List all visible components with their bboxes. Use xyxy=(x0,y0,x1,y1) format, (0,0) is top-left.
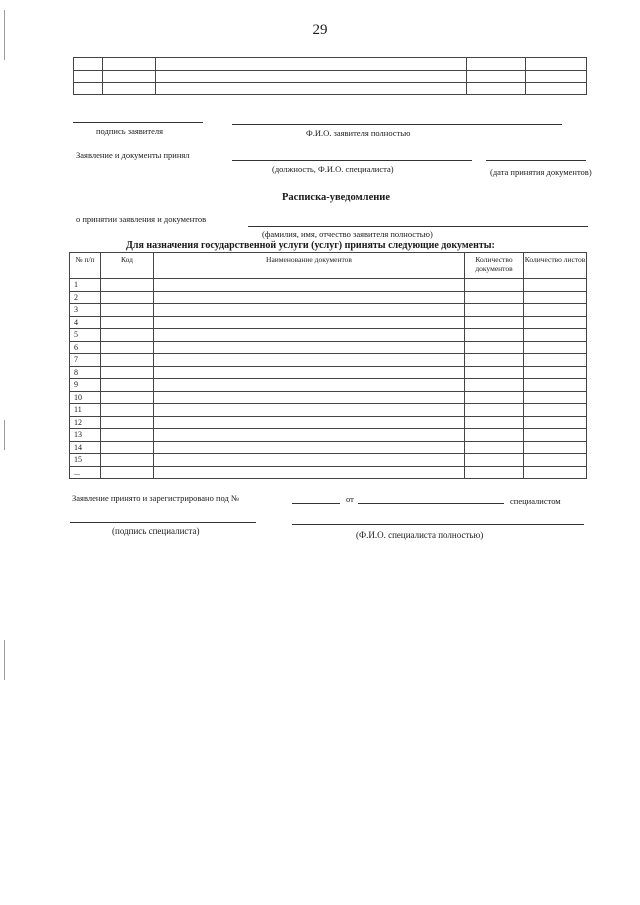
table-row xyxy=(70,316,587,329)
receipt-title: Расписка-уведомление xyxy=(282,192,390,203)
table-row xyxy=(70,291,587,304)
table-row xyxy=(70,341,587,354)
table-row xyxy=(70,466,587,479)
scan-mark xyxy=(4,420,5,450)
table-row xyxy=(70,354,587,367)
specialist-name-line xyxy=(292,524,584,525)
column-header-doc-count: Количество документов xyxy=(465,253,524,279)
table-row xyxy=(70,416,587,429)
column-header-number: № п/п xyxy=(70,253,101,279)
applicant-name-label: Ф.И.О. заявителя полностью xyxy=(306,128,411,138)
row-number: 15 xyxy=(70,454,101,467)
signature-line xyxy=(73,122,203,123)
name-line xyxy=(232,124,562,125)
continued-table xyxy=(73,57,587,95)
specialist-name-label: (Ф.И.О. специалиста полностью) xyxy=(356,530,484,540)
row-number: ... xyxy=(70,466,101,479)
applicant-signature-label: подпись заявителя xyxy=(96,126,163,136)
row-number: 7 xyxy=(70,354,101,367)
table-row xyxy=(70,379,587,392)
row-number: 1 xyxy=(70,279,101,292)
date-label: (дата принятия документов) xyxy=(490,167,592,177)
column-header-code: Код xyxy=(101,253,154,279)
date-line xyxy=(486,160,586,161)
row-number: 8 xyxy=(70,366,101,379)
registration-number-line xyxy=(292,503,340,504)
specialist-signature-label: (подпись специалиста) xyxy=(112,526,200,536)
registered-label: Заявление принято и зарегистрировано под № xyxy=(72,493,240,503)
table-row xyxy=(70,454,587,467)
documents-table xyxy=(69,252,587,479)
table-row xyxy=(70,429,587,442)
table-row xyxy=(70,441,587,454)
row-number: 10 xyxy=(70,391,101,404)
accepted-by-line xyxy=(232,160,472,161)
row-number: 5 xyxy=(70,329,101,342)
scan-mark xyxy=(4,640,5,680)
table-row xyxy=(70,304,587,317)
column-header-name: Наименование документов xyxy=(154,253,465,279)
applicant-fio-line xyxy=(248,226,588,227)
table-row xyxy=(70,329,587,342)
receipt-subtitle: Для назначения государственной услуги (услуг) приняты следующие документы: xyxy=(126,240,495,251)
position-label: (должность, Ф.И.О. специалиста) xyxy=(272,164,394,174)
row-number: 11 xyxy=(70,404,101,417)
row-number: 13 xyxy=(70,429,101,442)
specialist-label: специалистом xyxy=(510,496,561,506)
receipt-about-label: о принятии заявления и документов xyxy=(76,214,207,224)
row-number: 14 xyxy=(70,441,101,454)
table-row xyxy=(70,404,587,417)
table-row xyxy=(70,366,587,379)
row-number: 3 xyxy=(70,304,101,317)
accepted-by-label: Заявление и документы принял xyxy=(76,150,190,160)
registration-date-line xyxy=(358,503,504,504)
row-number: 4 xyxy=(70,316,101,329)
from-label: от xyxy=(346,494,354,504)
row-number: 9 xyxy=(70,379,101,392)
row-number: 12 xyxy=(70,416,101,429)
fio-caption: (фамилия, имя, отчество заявителя полностью) xyxy=(262,229,433,239)
table-row xyxy=(70,391,587,404)
row-number: 2 xyxy=(70,291,101,304)
row-number: 6 xyxy=(70,341,101,354)
column-header-sheet-count: Количество листов xyxy=(524,253,587,279)
specialist-signature-line xyxy=(70,522,256,523)
table-row xyxy=(70,279,587,292)
page-number: 29 xyxy=(312,22,328,38)
